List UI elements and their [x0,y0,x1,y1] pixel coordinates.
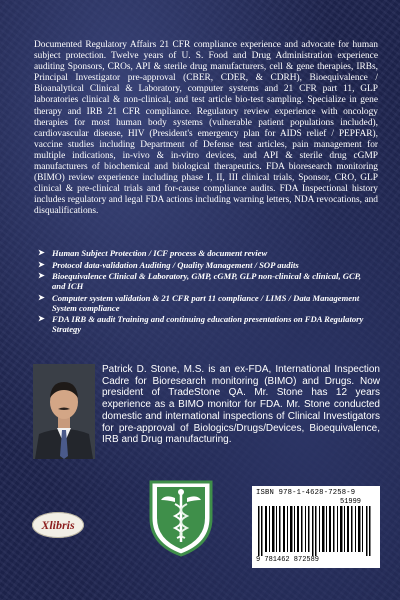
arrow-bullet-icon: ➤ [38,248,45,257]
list-item: ➤ Protocol data-validation Auditing / Quality Management / SOP audits [38,259,299,270]
isbn-label: ISBN 978-1-4628-7258-9 [256,489,356,497]
arrow-bullet-icon: ➤ [38,271,45,280]
isbn-barcode [252,486,380,568]
author-bio: Patrick D. Stone, M.S. is an ex-FDA, International Inspection Cadre for Bioresearch monitoring (BIMO) and Drugs. Now president of TradeStone QA. Mr. Stone has 12 years experience as a BIMO monitor for FDA. Mr. Stone conducted domestic and international inspections of Clinical Investigators for pre-approval of Biologics/Drugs/Devices, Bioequivalence, IRB and Drug manufacturing. [102,364,380,446]
caduceus-shield-icon [145,478,217,558]
author-photo [33,364,95,459]
list-item: ➤ FDA IRB & audit Training and continuing education presentations on FDA Regulatory Strategy [38,314,364,334]
price-code: 51999 [340,498,362,506]
barcode-number: 9 781462 872589 [256,556,320,564]
cover-blurb: Documented Regulatory Affairs 21 CFR compliance experience and advocate for human subject protection. Twelve years of U. S. Food and Drug Administration experience auditing Sponsors, CROs, API & sterile drug manufacturers, cell & gene therapies, IRBs, Principal Investigator pre-approval (CBER, CDER, & CDRH), Bioequivalence / Bioanalytical Clinical & Laboratory, computer systems and 21 CFR part 11, GLP laboratories clinical & non-clinical, and test article bio-test sampling. Specialize in gene therapy and IRB 21 CFR compliance. Regulatory review experience with oncology therapies for most human body systems (vulnerable patient populations included), cardiovascular disease, HIV (President's emergency plan for AIDS relief / PEPFAR), vaccine studies including Department of Defense test articles, pain management for multiple indications, in-vivo & in-vitro devices, and API & sterile drug cGMP manufacturers of biochemical and biological therapeutics. FDA bioresearch monitoring (BIMO) review experience including phase I, II, III clinical trials, Sponsor, CRO, GLP clinical & pre-clinical trials and for-cause compliance audits. FDA Inspectional history includes regulatory and legal FDA actions including warning letters, NDA revocations, and disqualifications. [34,40,378,217]
barcode-bars [258,506,374,556]
arrow-bullet-icon: ➤ [38,259,45,269]
arrow-bullet-icon: ➤ [38,314,45,323]
list-item: ➤ Bioequivalence Clinical & Laboratory, GMP, cGMP, GLP non-clinical & clinical, GCP, and ICH [38,271,361,291]
publisher-name: Xlibris [41,517,75,532]
list-item: ➤ Computer system validation & 21 CFR part 11 compliance / LIMS / Data Management System compliance [38,292,360,313]
publisher-logo [32,512,84,538]
list-item: ➤ Human Subject Protection / ICF process & document review [38,248,268,258]
expertise-list [38,248,372,336]
arrow-bullet-icon: ➤ [38,292,45,302]
